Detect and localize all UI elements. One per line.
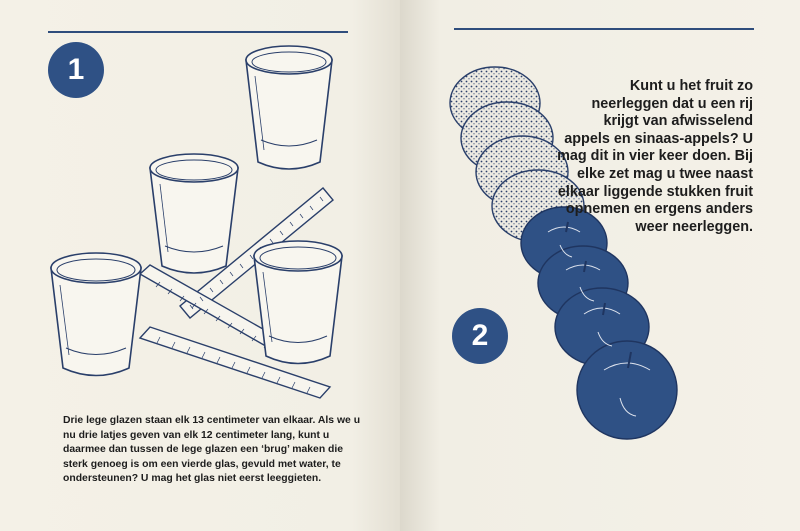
puzzle-number-2: 2 [452,308,508,364]
apple-4 [577,341,677,439]
puzzle-2-text: Kunt u het fruit zo neerleggen dat u een rij krijgt van afwisselend appels en sinaas-appels? U mag dit in vier keer doen. Bij elke zet mag u twee naast elkaar liggende stukken fruit opnemen en ergens anders weer neerleggen. [557,78,753,235]
puzzle-number-1: 1 [48,42,104,98]
puzzle-1-text: Drie lege glazen staan elk 13 centimeter van elkaar. Als we u nu drie latjes geven van elk 12 centimeter lang, kunt u daarmee dan tussen de lege glazen een ‘brug’ maken die sterk genoeg is om een vierde glas, gevuld met water, te ondersteunen? U mag het glas niet eerst leeggieten. [63,415,361,485]
